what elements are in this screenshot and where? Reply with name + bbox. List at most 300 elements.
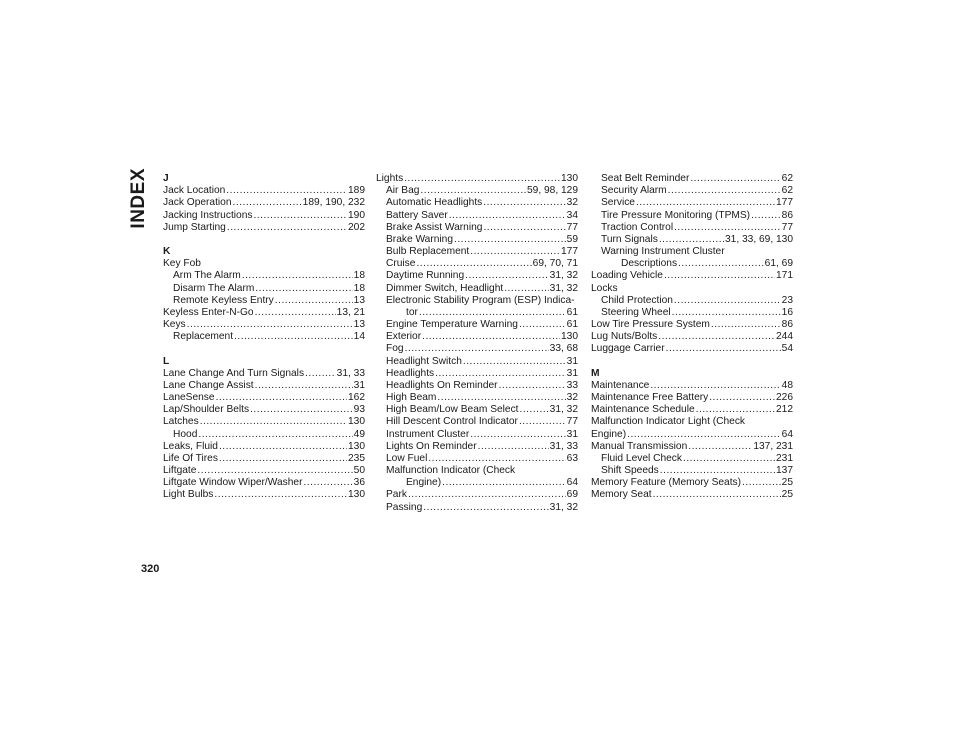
entry-text: Arm The Alarm bbox=[173, 270, 241, 282]
page-reference: 31, 32 bbox=[549, 404, 578, 416]
page-reference: 137, 231 bbox=[753, 440, 793, 452]
entry-text: Loading Vehicle bbox=[591, 270, 663, 282]
entry-text: Fog bbox=[386, 343, 404, 355]
entry-text: Exterior bbox=[386, 331, 422, 343]
page-reference: 244 bbox=[776, 331, 793, 343]
dot-leader bbox=[275, 295, 353, 307]
page-reference: 18 bbox=[353, 282, 365, 294]
entry-text: Brake Assist Warning bbox=[386, 221, 483, 233]
dot-leader bbox=[408, 489, 566, 501]
dot-leader bbox=[520, 404, 549, 416]
index-entry bbox=[163, 283, 365, 295]
entry-text: Locks bbox=[591, 282, 618, 294]
index-entry bbox=[591, 489, 793, 501]
dot-leader bbox=[627, 429, 781, 441]
index-entry bbox=[163, 453, 365, 465]
index-entry bbox=[163, 380, 365, 392]
page-reference: 93 bbox=[353, 404, 365, 416]
page-reference: 189, 190, 232 bbox=[302, 197, 365, 209]
index-entry bbox=[591, 331, 793, 343]
index-entry bbox=[591, 246, 793, 258]
index-entry bbox=[163, 441, 365, 453]
index-entry bbox=[163, 368, 365, 380]
index-entry bbox=[163, 295, 365, 307]
page-reference: 25 bbox=[781, 489, 793, 501]
entry-text: Descriptions bbox=[621, 258, 678, 270]
index-entry bbox=[376, 246, 578, 258]
dot-leader bbox=[690, 173, 780, 185]
index-entry bbox=[376, 222, 578, 234]
entry-text: Hill Descent Control Indicator bbox=[386, 416, 518, 428]
page-reference: 31 bbox=[566, 355, 578, 367]
index-entry bbox=[591, 210, 793, 222]
dot-leader bbox=[428, 453, 565, 465]
section-letter: K bbox=[163, 246, 171, 258]
dot-leader bbox=[751, 210, 781, 222]
page-reference: 13 bbox=[353, 294, 365, 306]
index-entry bbox=[376, 307, 578, 319]
index-entry bbox=[591, 295, 793, 307]
entry-text: tor bbox=[406, 306, 418, 318]
page-reference: 64 bbox=[566, 477, 578, 489]
entry-text: High Beam/Low Beam Select bbox=[386, 404, 519, 416]
dot-leader bbox=[255, 380, 353, 392]
section-letter: M bbox=[591, 367, 600, 379]
index-entry bbox=[591, 453, 793, 465]
entry-text: Child Protection bbox=[601, 294, 673, 306]
index-entry bbox=[591, 234, 793, 246]
dot-leader bbox=[696, 404, 775, 416]
page-reference: 212 bbox=[776, 404, 793, 416]
dot-leader bbox=[233, 197, 302, 209]
page-reference: 36 bbox=[353, 477, 365, 489]
index-entry bbox=[376, 477, 578, 489]
dot-leader bbox=[499, 380, 566, 392]
entry-text: Air Bag bbox=[386, 185, 420, 197]
entry-text: Jack Location bbox=[163, 185, 226, 197]
page-reference: 130 bbox=[561, 173, 578, 184]
index-entry bbox=[163, 270, 365, 282]
index-entry bbox=[163, 185, 365, 197]
entry-text: Headlight Switch bbox=[386, 355, 462, 367]
index-entry bbox=[591, 343, 793, 355]
index-entry bbox=[376, 270, 578, 282]
entry-text: Jump Starting bbox=[163, 221, 226, 233]
dot-leader bbox=[504, 283, 548, 295]
section-gap bbox=[163, 234, 365, 246]
dot-leader bbox=[742, 477, 781, 489]
page-reference: 31, 32 bbox=[549, 282, 578, 294]
page-reference: 33, 68 bbox=[549, 343, 578, 355]
dot-leader bbox=[242, 270, 353, 282]
dot-leader bbox=[416, 258, 531, 270]
dot-leader bbox=[405, 343, 549, 355]
index-entry bbox=[163, 465, 365, 477]
entry-text: Park bbox=[386, 489, 407, 501]
entry-text: Engine Temperature Warning bbox=[386, 319, 518, 331]
page-reference: 31 bbox=[566, 428, 578, 440]
dot-leader bbox=[660, 465, 775, 477]
index-entry bbox=[376, 258, 578, 270]
section-letter: L bbox=[163, 355, 170, 367]
dot-leader bbox=[672, 307, 781, 319]
dot-leader bbox=[478, 441, 549, 453]
entry-text: Warning Instrument Cluster bbox=[601, 246, 725, 258]
index-entry bbox=[163, 307, 365, 319]
page-reference: 31, 33, 69, 130 bbox=[725, 233, 793, 245]
index-entry bbox=[591, 173, 793, 185]
page-reference: 130 bbox=[348, 440, 365, 452]
entry-text: Fluid Level Check bbox=[601, 452, 682, 464]
index-entry bbox=[376, 392, 578, 404]
section-letter: J bbox=[163, 173, 169, 184]
dot-leader bbox=[303, 477, 352, 489]
page-reference: 31, 32 bbox=[549, 270, 578, 282]
index-entry bbox=[376, 356, 578, 368]
index-entry bbox=[376, 295, 578, 307]
index-entry bbox=[163, 416, 365, 428]
page-reference: 63 bbox=[566, 452, 578, 464]
index-entry bbox=[376, 441, 578, 453]
page-reference: 49 bbox=[353, 428, 365, 440]
dot-leader bbox=[253, 210, 347, 222]
page-reference: 226 bbox=[776, 392, 793, 404]
section-gap bbox=[163, 343, 365, 355]
dot-leader bbox=[216, 392, 347, 404]
entry-text: Disarm The Alarm bbox=[173, 282, 255, 294]
index-entry bbox=[376, 416, 578, 428]
page-reference: 61 bbox=[566, 319, 578, 331]
index-entry bbox=[591, 197, 793, 209]
page-reference: 61 bbox=[566, 306, 578, 318]
index-entry bbox=[376, 319, 578, 331]
index-entry bbox=[591, 222, 793, 234]
dot-leader bbox=[198, 429, 352, 441]
index-entry bbox=[163, 197, 365, 209]
dot-leader bbox=[463, 356, 566, 368]
entry-text: Memory Seat bbox=[591, 489, 652, 501]
page-reference: 190 bbox=[348, 209, 365, 221]
index-entry bbox=[591, 270, 793, 282]
index-entry bbox=[591, 416, 793, 428]
page-reference: 77 bbox=[566, 221, 578, 233]
index-entry bbox=[163, 404, 365, 416]
index-entry bbox=[163, 222, 365, 234]
dot-leader bbox=[423, 502, 548, 514]
page-reference: 34 bbox=[566, 209, 578, 221]
entry-text: Maintenance Schedule bbox=[591, 404, 695, 416]
dot-leader bbox=[420, 185, 526, 197]
dot-leader bbox=[305, 368, 336, 380]
dot-leader bbox=[674, 295, 781, 307]
entry-text: Daytime Running bbox=[386, 270, 465, 282]
page-reference: 59, 98, 129 bbox=[527, 185, 578, 197]
dot-leader bbox=[404, 173, 560, 185]
dot-leader bbox=[688, 441, 752, 453]
entry-text: Maintenance bbox=[591, 379, 650, 391]
page-reference: 130 bbox=[561, 331, 578, 343]
entry-text: Latches bbox=[163, 416, 199, 428]
page-reference: 162 bbox=[348, 392, 365, 404]
entry-text: Tire Pressure Monitoring (TPMS) bbox=[601, 209, 751, 221]
page-reference: 189 bbox=[348, 185, 365, 197]
entry-text: Traction Control bbox=[601, 221, 674, 233]
dot-leader bbox=[419, 307, 566, 319]
dot-leader bbox=[200, 416, 347, 428]
entry-text: Engine) bbox=[591, 428, 627, 440]
index-entry bbox=[163, 392, 365, 404]
entry-text: Lap/Shoulder Belts bbox=[163, 404, 250, 416]
dot-leader bbox=[422, 331, 560, 343]
index-entry bbox=[591, 185, 793, 197]
dot-leader bbox=[711, 319, 781, 331]
page-reference: 18 bbox=[353, 270, 365, 282]
page-reference: 231 bbox=[776, 452, 793, 464]
dot-leader bbox=[255, 307, 336, 319]
dot-leader bbox=[454, 234, 566, 246]
page-reference: 130 bbox=[348, 416, 365, 428]
dot-leader bbox=[435, 368, 566, 380]
page-reference: 77 bbox=[781, 221, 793, 233]
dot-leader bbox=[187, 319, 353, 331]
entry-text: Keyless Enter-N-Go bbox=[163, 306, 254, 318]
dot-leader bbox=[653, 489, 781, 501]
entry-text: High Beam bbox=[386, 392, 437, 404]
entry-text: Service bbox=[601, 197, 635, 209]
entry-text: Leaks, Fluid bbox=[163, 440, 218, 452]
index-side-tab: INDEX bbox=[128, 168, 149, 229]
page-reference: 32 bbox=[566, 197, 578, 209]
entry-text: Hood bbox=[173, 428, 198, 440]
index-entry bbox=[163, 477, 365, 489]
entry-text: Malfunction Indicator (Check bbox=[386, 465, 516, 477]
entry-text: Luggage Carrier bbox=[591, 343, 665, 355]
dot-leader bbox=[437, 392, 565, 404]
page-number: 320 bbox=[141, 563, 160, 575]
index-entry bbox=[591, 477, 793, 489]
dot-leader bbox=[214, 489, 347, 501]
index-entry bbox=[376, 331, 578, 343]
page-reference: 48 bbox=[781, 379, 793, 391]
dot-leader bbox=[519, 416, 566, 428]
page-reference: 16 bbox=[781, 306, 793, 318]
entry-text: Jacking Instructions bbox=[163, 209, 253, 221]
page-reference: 31, 33 bbox=[336, 367, 365, 379]
dot-leader bbox=[226, 185, 347, 197]
page-reference: 54 bbox=[781, 343, 793, 355]
index-entry bbox=[376, 185, 578, 197]
entry-text: Maintenance Free Battery bbox=[591, 392, 709, 404]
page-reference: 61, 69 bbox=[764, 258, 793, 270]
page-reference: 235 bbox=[348, 452, 365, 464]
entry-text: Liftgate Window Wiper/Washer bbox=[163, 477, 303, 489]
page-reference: 31, 32 bbox=[549, 501, 578, 513]
index-entry bbox=[163, 429, 365, 441]
index-entry bbox=[591, 319, 793, 331]
page-reference: 77 bbox=[566, 416, 578, 428]
dot-leader bbox=[219, 441, 347, 453]
entry-text: Light Bulbs bbox=[163, 489, 214, 501]
entry-text: Passing bbox=[386, 501, 423, 513]
dot-leader bbox=[659, 234, 724, 246]
dot-leader bbox=[465, 270, 549, 282]
page-reference: 137 bbox=[776, 465, 793, 477]
dot-leader bbox=[666, 343, 781, 355]
index-entry bbox=[591, 465, 793, 477]
index-column-2 bbox=[376, 173, 578, 514]
index-entry bbox=[376, 502, 578, 514]
dot-leader bbox=[709, 392, 775, 404]
entry-text: Seat Belt Reminder bbox=[601, 173, 690, 184]
index-entry bbox=[591, 380, 793, 392]
page-reference: 177 bbox=[561, 246, 578, 258]
dot-leader bbox=[664, 270, 775, 282]
index-entry bbox=[591, 392, 793, 404]
page-reference: 202 bbox=[348, 221, 365, 233]
index-entry bbox=[376, 343, 578, 355]
page-reference: 23 bbox=[781, 294, 793, 306]
page-reference: 64 bbox=[781, 428, 793, 440]
index-entry bbox=[163, 489, 365, 501]
entry-text: Manual Transmission bbox=[591, 440, 688, 452]
page-reference: 62 bbox=[781, 173, 793, 184]
page-reference: 130 bbox=[348, 489, 365, 501]
page-reference: 171 bbox=[776, 270, 793, 282]
index-entry bbox=[376, 197, 578, 209]
dot-leader bbox=[470, 429, 565, 441]
index-entry bbox=[163, 319, 365, 331]
entry-text: Malfunction Indicator Light (Check bbox=[591, 416, 746, 428]
dot-leader bbox=[678, 258, 764, 270]
entry-text: Bulb Replacement bbox=[386, 246, 470, 258]
index-entry bbox=[591, 283, 793, 295]
dot-leader bbox=[668, 185, 781, 197]
page-reference: 14 bbox=[353, 331, 365, 343]
dot-leader bbox=[674, 222, 781, 234]
dot-leader bbox=[442, 477, 566, 489]
page-reference: 86 bbox=[781, 209, 793, 221]
entry-text: Engine) bbox=[406, 477, 442, 489]
entry-text: Steering Wheel bbox=[601, 306, 671, 318]
entry-text: Life Of Tires bbox=[163, 452, 218, 464]
index-entry bbox=[376, 429, 578, 441]
entry-text: Dimmer Switch, Headlight bbox=[386, 282, 504, 294]
dot-leader bbox=[255, 283, 352, 295]
page-reference: 31 bbox=[566, 367, 578, 379]
index-entry bbox=[376, 380, 578, 392]
page-reference: 32 bbox=[566, 392, 578, 404]
index-entry bbox=[591, 429, 793, 441]
entry-text: Brake Warning bbox=[386, 233, 453, 245]
section-gap bbox=[591, 356, 793, 368]
index-entry bbox=[376, 368, 578, 380]
index-column-3 bbox=[591, 173, 793, 502]
page-reference: 177 bbox=[776, 197, 793, 209]
entry-text: Automatic Headlights bbox=[386, 197, 483, 209]
entry-text: Low Tire Pressure System bbox=[591, 319, 710, 331]
index-column-1 bbox=[163, 173, 365, 502]
entry-text: Key Fob bbox=[163, 258, 201, 270]
entry-text: Lane Change Assist bbox=[163, 379, 254, 391]
entry-text: Battery Saver bbox=[386, 209, 448, 221]
page-reference: 31, 33 bbox=[549, 440, 578, 452]
page-reference: 69, 70, 71 bbox=[532, 258, 578, 270]
index-entry bbox=[163, 331, 365, 343]
page-reference: 62 bbox=[781, 185, 793, 197]
dot-leader bbox=[219, 453, 347, 465]
page-reference: 25 bbox=[781, 477, 793, 489]
index-entry bbox=[591, 258, 793, 270]
entry-text: Turn Signals bbox=[601, 233, 658, 245]
index-entry bbox=[376, 489, 578, 501]
dot-leader bbox=[234, 331, 353, 343]
page-reference: 13 bbox=[353, 319, 365, 331]
dot-leader bbox=[470, 246, 560, 258]
entry-text: Lane Change And Turn Signals bbox=[163, 367, 305, 379]
entry-text: Memory Feature (Memory Seats) bbox=[591, 477, 742, 489]
dot-leader bbox=[650, 380, 780, 392]
entry-text: Electronic Stability Program (ESP) Indica- bbox=[386, 294, 575, 306]
dot-leader bbox=[250, 404, 353, 416]
dot-leader bbox=[483, 222, 565, 234]
entry-text: LaneSense bbox=[163, 392, 215, 404]
index-entry bbox=[376, 210, 578, 222]
entry-text: Replacement bbox=[173, 331, 234, 343]
entry-text: Cruise bbox=[386, 258, 416, 270]
dot-leader bbox=[636, 197, 775, 209]
dot-leader bbox=[197, 465, 352, 477]
dot-leader bbox=[483, 197, 565, 209]
page-reference: 33 bbox=[566, 379, 578, 391]
page-reference: 31 bbox=[353, 379, 365, 391]
entry-text: Headlights On Reminder bbox=[386, 379, 498, 391]
page-reference: 13, 21 bbox=[336, 306, 365, 318]
index-entry bbox=[591, 404, 793, 416]
entry-text: Headlights bbox=[386, 367, 435, 379]
entry-text: Lights On Reminder bbox=[386, 440, 477, 452]
index-entry bbox=[376, 453, 578, 465]
dot-leader bbox=[449, 210, 566, 222]
index-entry bbox=[163, 210, 365, 222]
entry-text: Liftgate bbox=[163, 465, 197, 477]
entry-text: Remote Keyless Entry bbox=[173, 294, 274, 306]
index-entry bbox=[376, 404, 578, 416]
entry-text: Lights bbox=[376, 173, 404, 184]
entry-text: Keys bbox=[163, 319, 186, 331]
entry-text: Low Fuel bbox=[386, 452, 428, 464]
index-entry bbox=[376, 234, 578, 246]
entry-text: Shift Speeds bbox=[601, 465, 659, 477]
index-entry bbox=[376, 283, 578, 295]
page-reference: 50 bbox=[353, 465, 365, 477]
index-entry bbox=[591, 307, 793, 319]
entry-text: Jack Operation bbox=[163, 197, 232, 209]
entry-text: Lug Nuts/Bolts bbox=[591, 331, 658, 343]
index-entry bbox=[376, 173, 578, 185]
index-entry bbox=[376, 465, 578, 477]
dot-leader bbox=[227, 222, 347, 234]
page-reference: 59 bbox=[566, 233, 578, 245]
dot-leader bbox=[519, 319, 566, 331]
page-reference: 69 bbox=[566, 489, 578, 501]
dot-leader bbox=[658, 331, 775, 343]
index-entry bbox=[591, 441, 793, 453]
dot-leader bbox=[683, 453, 775, 465]
page-reference: 86 bbox=[781, 319, 793, 331]
entry-text: Instrument Cluster bbox=[386, 428, 470, 440]
index-entry bbox=[163, 258, 365, 270]
entry-text: Security Alarm bbox=[601, 185, 667, 197]
